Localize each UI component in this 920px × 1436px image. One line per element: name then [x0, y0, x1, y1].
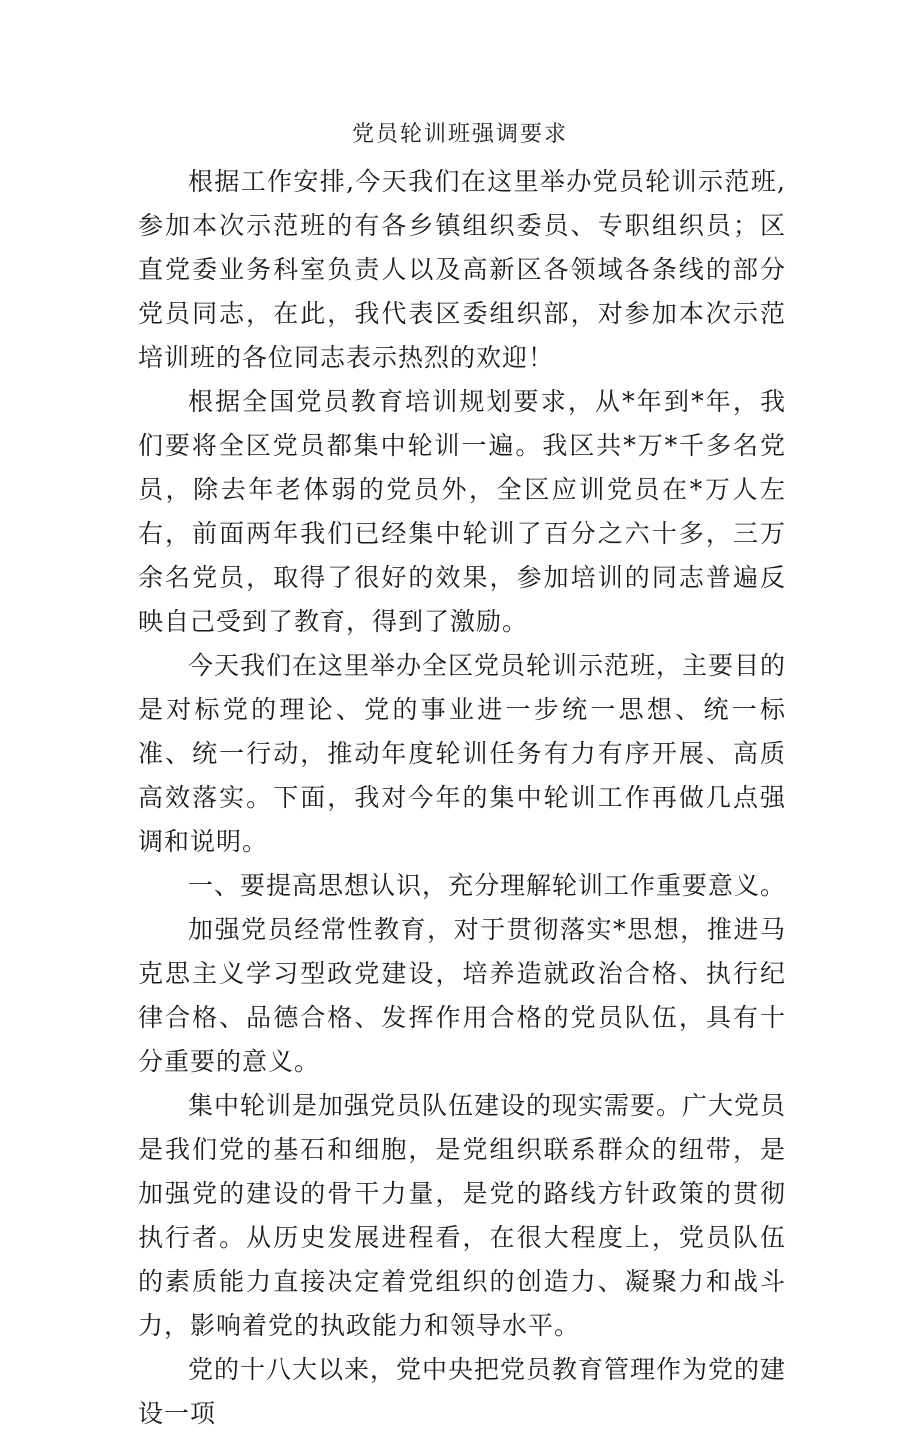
paragraph-since-18th: 党的十八大以来，党中央把党员教育管理作为党的建设一项: [138, 1355, 787, 1428]
document-title: 党员轮训班强调要求: [351, 122, 568, 147]
paragraph-necessity: 集中轮训是加强党员队伍建设的现实需要。广大党员是我们党的基石和细胞，是党组织联系群众的纽带，是加强党的建设的骨干力量，是党的路线方针政策的贯彻执行者。从历史发展进程看，在很大程度上，党员队伍的素质能力直接决定着党组织的创造力、凝聚力和战斗力，影响着党的执政能力和领导水平。: [138, 1091, 787, 1340]
paragraph-significance: 加强党员经常性教育，对于贯彻落实*思想，推进马克思主义学习型政党建设，培养造就政治合格、执行纪律合格、品德合格、发挥作用合格的党员队伍，具有十分重要的意义。: [138, 915, 786, 1076]
section-heading-1: 一、要提高思想认识，充分理解轮训工作重要意义。: [188, 871, 787, 900]
document-body: [138, 160, 786, 1436]
paragraph-purpose: 今天我们在这里举办全区党员轮训示范班，主要目的是对标党的理论、党的事业进一步统一思想、统一标准、统一行动，推动年度轮训任务有力有序开展、高质高效落实。下面，我对今年的集中轮训工作再做几点强调和说明。: [138, 651, 787, 856]
paragraph-training-plan: 根据全国党员教育培训规划要求，从*年到*年，我们要将全区党员都集中轮训一遍。我区共*万*千多名党员，除去年老体弱的党员外，全区应训党员在*万人左右，前面两年我们已经集中轮训了百分之六十多，三万余名党员，取得了很好的效果，参加培训的同志普遍反映自己受到了教育，得到了激励。: [138, 387, 786, 636]
paragraph-welcome: 根据工作安排,今天我们在这里举办党员轮训示范班,参加本次示范班的有各乡镇组织委员、专职组织员；区直党委业务科室负责人以及高新区各领域各条线的部分党员同志，在此，我代表区委组织部，对参加本次示范培训班的各位同志表示热烈的欢迎！: [138, 167, 786, 372]
